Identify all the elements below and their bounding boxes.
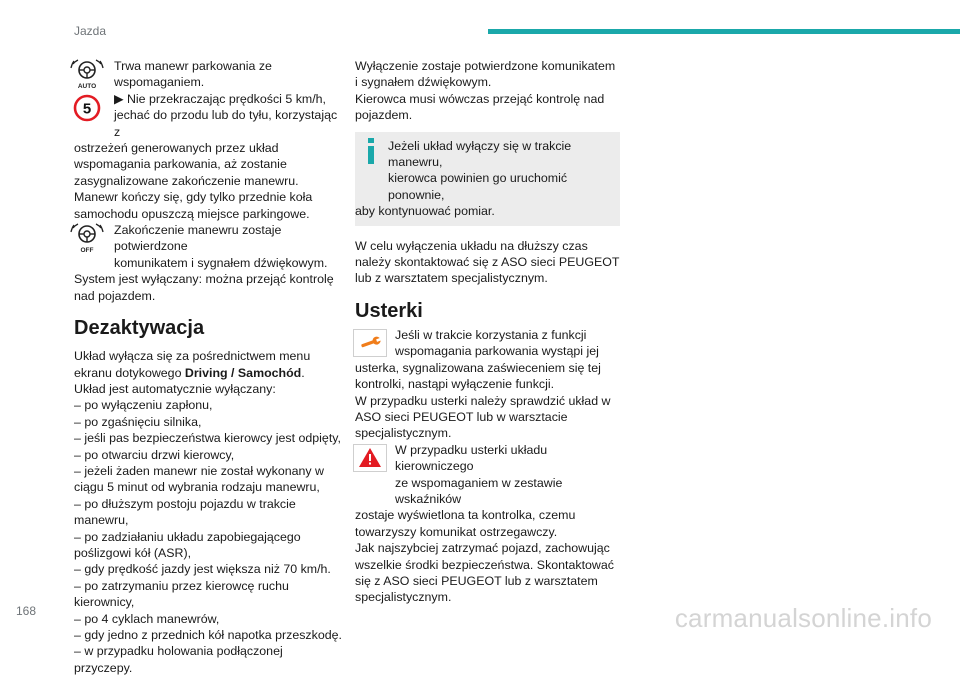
off-block (74, 222, 342, 271)
manoeuvre-end-text: Manewr kończy się, gdy tylko przednie koła samochodu opuszczą miejsce parkingowe. (74, 190, 313, 221)
list-item: – gdy jedno z przednich kół napotka przeszkodę. (74, 628, 342, 642)
list-item: – w przypadku holowania podłączonej przyczepy. (74, 644, 283, 675)
deactivation-menu-text (74, 348, 342, 381)
note-rest: aby kontynuować pomiar. (355, 204, 495, 219)
stop-vehicle-text: Jak najszybciej zatrzymać pojazd, zachowując wszelkie środki bezpieczeństwa. Skontaktować się z ASO sieci PEUGEOT lub z warsztatem specjalistycznym. (355, 541, 614, 605)
section-header: Jazda (74, 24, 107, 38)
wrench-icon (353, 329, 387, 361)
step-number: 5 (82, 100, 92, 118)
right-column (355, 58, 620, 606)
auto-parking-rest: ostrzeżeń generowanych przez układ wspomagania parkowania, aż zostanie zasygnalizowane zakończenie manewru. (74, 141, 299, 188)
fault-line-2: wspomagania parkowania wystąpi jej (395, 344, 599, 359)
steering-fault-rest: zostaje wyświetlona ta kontrolka, czemu towarzyszy komunikat ostrzegawczy. (355, 508, 576, 539)
auto-parking-line-1: Trwa manewr parkowania ze (114, 59, 272, 73)
fault-line-1: Jeśli w trakcie korzystania z funkcji (395, 327, 587, 342)
page-number: 168 (16, 604, 37, 618)
info-note (355, 132, 620, 226)
auto-parking-line-2: wspomaganiem. (114, 75, 205, 90)
watermark: carmanualsonline.info (674, 603, 932, 633)
list-item: – po zadziałaniu układu zapobiegającego poślizgowi kół (ASR), (74, 529, 301, 560)
left-column (74, 58, 342, 676)
note-line-1: Jeżeli układ wyłączy się w trakcie manewru, (388, 138, 572, 170)
step-five-icon (73, 94, 101, 126)
list-item: – po otwarciu drzwi kierowcy, (74, 447, 235, 462)
menu-path-label: Driving / Samochód (184, 365, 302, 380)
list-item: – po wyłączeniu zapłonu, (74, 398, 213, 413)
info-icon (368, 138, 374, 164)
deactivation-menu-prefix: Układ wyłącza się za pośrednictwem menu ekranu dotykowego (74, 349, 311, 380)
list-item: – po 4 cyklach manewrów, (74, 611, 220, 626)
deactivation-menu-suffix: . (301, 365, 305, 380)
heading-deactivation: Dezaktywacja (74, 317, 205, 340)
fault-rest: usterka, sygnalizowana zaświeceniem się tej kontrolki, nastąpi wyłączenie funkcji. (355, 360, 601, 392)
list-item: – gdy prędkość jazdy jest większa niż 70 km/h. (74, 562, 331, 577)
fault-check-text: W przypadku usterki należy sprawdzić układ w ASO sieci PEUGEOT lub w warsztacie specjalistycznym. (355, 393, 611, 441)
steering-fault-line-1: W przypadku usterki układu kierowniczego (395, 442, 548, 474)
list-item: – po dłuższym postoju pojazdu w trakcie manewru, (74, 496, 296, 528)
auto-off-intro: Układ jest automatycznie wyłączany: (74, 381, 276, 396)
auto-label: AUTO (77, 83, 97, 90)
driver-control-text: Kierowca musi wówczas przejąć kontrolę nad pojazdem. (355, 91, 605, 123)
note-line-2: kierowca powinien go uruchomić ponownie, (388, 171, 568, 202)
list-item: – po zatrzymaniu przez kierowcę ruchu kierownicy, (74, 578, 289, 610)
long-term-off-text: W celu wyłączenia układu na dłuższy czas należy skontaktować się z ASO sieci PEUGEOT lub z warsztatem specjalistycznym. (355, 238, 620, 286)
heading-faults: Usterki (355, 299, 423, 322)
off-line-2: komunikatem i sygnałem dźwiękowym. (114, 255, 328, 270)
system-off-text: System jest wyłączany: można przejąć kontrolę nad pojazdem. (74, 272, 334, 303)
off-line-1: Zakończenie manewru zostaje potwierdzone (114, 223, 282, 254)
deactivation-confirm-text: Wyłączenie zostaje potwierdzone komunikatem i sygnałem dźwiękowym. (355, 59, 616, 90)
auto-steering-icon (70, 58, 104, 94)
off-label: OFF (80, 247, 94, 255)
list-item: – jeżeli żaden manewr nie został wykonany w ciągu 5 minut od wybrania rodzaju manewru, (74, 463, 325, 495)
header-accent-bar (488, 29, 960, 34)
steering-fault-block (355, 442, 620, 508)
auto-parking-line-4: jechać do przodu lub do tyłu, korzystając z (114, 108, 338, 139)
list-item: – jeśli pas bezpieczeństwa kierowcy jest odpięty, (74, 431, 341, 446)
warning-triangle-icon (353, 444, 387, 476)
auto-parking-block (74, 58, 342, 140)
list-item: – po zgaśnięciu silnika, (74, 414, 202, 429)
auto-off-list (74, 397, 342, 676)
off-steering-icon (70, 222, 104, 258)
fault-block (355, 327, 620, 360)
auto-parking-line-3: ▶ Nie przekraczając prędkości 5 km/h, (114, 91, 326, 106)
steering-fault-line-2: ze wspomaganiem w zestawie wskaźników (395, 475, 563, 506)
